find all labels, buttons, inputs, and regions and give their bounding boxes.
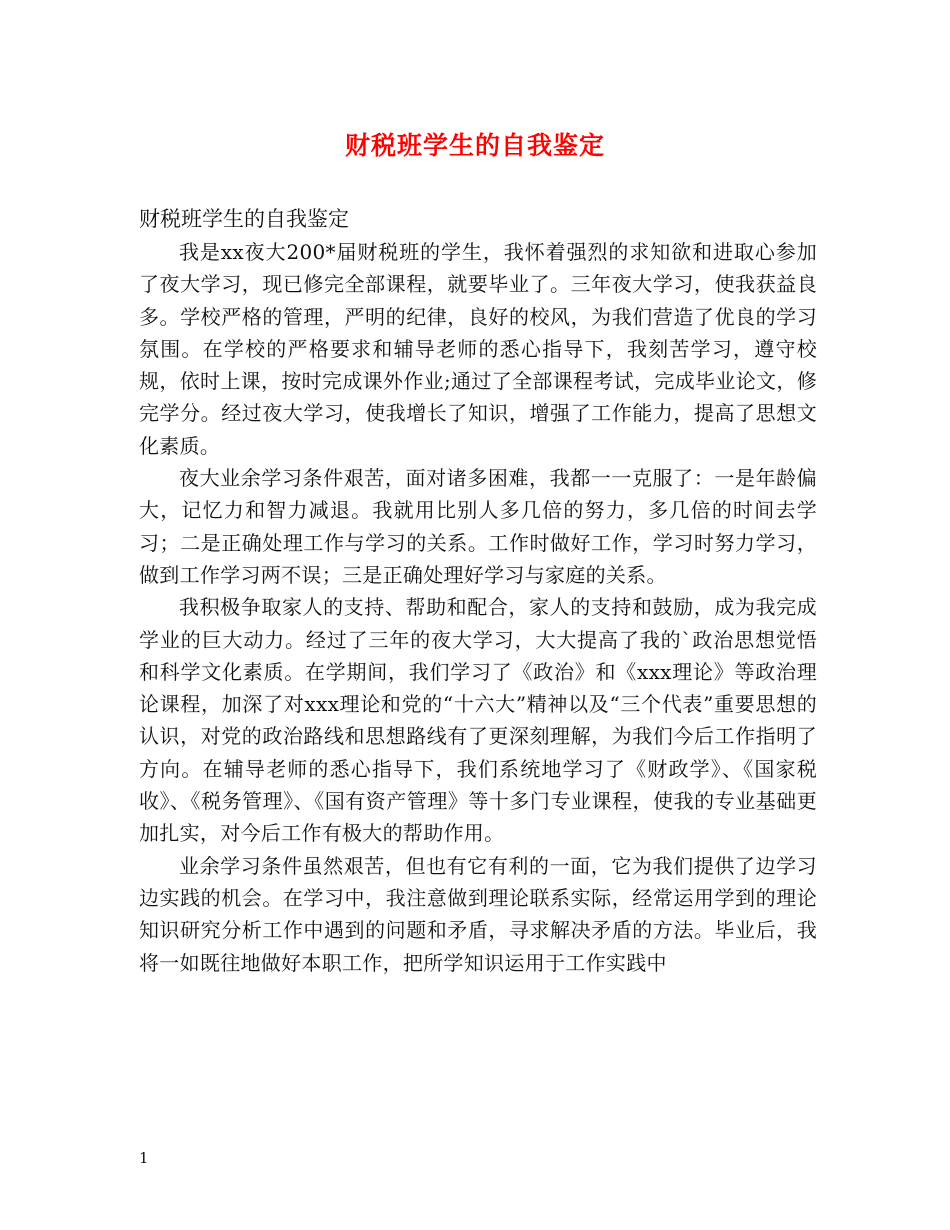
document-title: 财税班学生的自我鉴定: [344, 131, 605, 160]
page-number: 1: [139, 1149, 149, 1167]
document-subtitle: 财税班学生的自我鉴定: [139, 207, 349, 231]
paragraph-4: 业余学习条件虽然艰苦，但也有它有利的一面，它为我们提供了边学习边实践的机会。在学习中，我注意做到理论联系实际，经常运用学到的理论知识研究分析工作中遇到的问题和矛盾，寻求解决矛盾的方法。毕业后，我将一如既往地做好本职工作，把所学知识运用于工作实践中: [139, 853, 817, 975]
paragraph-2: 夜大业余学习条件艰苦，面对诸多困难，我都一一克服了：一是年龄偏大，记忆力和智力减退。我就用比别人多几倍的努力，多几倍的时间去学习；二是正确处理工作与学习的关系。工作时做好工作，学习时努力学习，做到工作学习两不误；三是正确处理好学习与家庭的关系。: [139, 466, 817, 587]
paragraph-3: 我积极争取家人的支持、帮助和配合，家人的支持和鼓励，成为我完成学业的巨大动力。经过了三年的夜大学习，大大提高了我的`政治思想觉悟和科学文化素质。在学期间，我们学习了《政治》和《xxx理论》等政治理论课程，加深了对xxx理论和党的“十六大”精神以及“三个代表”重要思想的认识，对党的政治路线和思想路线有了更深刻理解，为我们今后工作指明了方向。在辅导老师的悉心指导下，我们系统地学习了《财政学》、《国家税收》、《税务管理》、《国有资产管理》等十多门专业课程，使我的专业基础更加扎实，对今后工作有极大的帮助作用。: [139, 595, 817, 846]
paragraph-1: 我是xx夜大200*届财税班的学生，我怀着强烈的求知欲和进取心参加了夜大学习，现已修完全部课程，就要毕业了。三年夜大学习，使我获益良多。学校严格的管理，严明的纪律，良好的校风，为我们营造了优良的学习氛围。在学校的严格要求和辅导老师的悉心指导下，我刻苦学习，遵守校规，依时上课，按时完成课外作业;通过了全部课程考试，完成毕业论文，修完学分。经过夜大学习，使我增长了知识，增强了工作能力，提高了思想文化素质。: [139, 240, 817, 458]
document-body: [139, 203, 817, 979]
